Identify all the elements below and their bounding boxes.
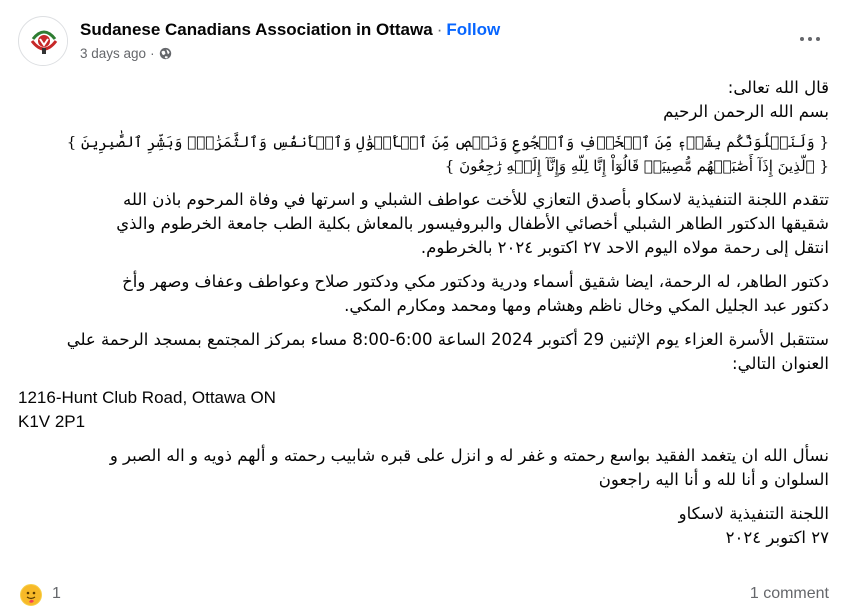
text-line: العنوان التالي:	[732, 354, 829, 373]
post-body	[18, 76, 829, 560]
text-line: شقيقها الدكتور الطاهر الشبلي أخصائي الأطفال والبروفيسور بالمعاش بكلية الطب جامعة الخرطوم والذي	[116, 214, 829, 233]
text-line: ٢٧ اكتوبر ٢٠٢٤	[725, 528, 829, 547]
text-line: ستتقبل الأسرة العزاء يوم الإثنين 29 أكتوبر 2024 الساعة 6:00-8:00 مساء بمركز المجتمع بمسجد الرحمة علي	[66, 330, 829, 349]
post-meta	[80, 46, 172, 61]
follow-button[interactable]: Follow	[446, 20, 501, 39]
post-paragraph-family	[18, 270, 829, 318]
globe-icon[interactable]	[159, 47, 172, 60]
page-name-link[interactable]: Sudanese Canadians Association in Ottawa	[80, 20, 433, 39]
post-paragraph-intro	[18, 76, 829, 124]
text-line: قال الله تعالى:	[727, 78, 829, 97]
post-address	[18, 386, 829, 434]
care-emoji-icon	[20, 584, 42, 606]
text-line: دكتور عبد الجليل المكي وخال ناظم وهشام ومها ومحمد ومكارم المكي.	[344, 296, 829, 315]
page-logo-icon	[19, 17, 68, 66]
post-header	[18, 14, 829, 70]
more-options-button[interactable]	[795, 24, 825, 54]
text-line: انتقل إلى رحمة مولاه اليوم الاحد ٢٧ اكتوبر ٢٠٢٤ بالخرطوم.	[420, 238, 829, 257]
text-line: { وَلَنَبۡلُوَنَّكُم بِشَيۡءٖ مِّنَ ٱلۡخَوۡفِ وَٱلۡجُوعِ وَنَقۡصٖ مِّنَ ٱلۡأَمۡوَٰلِ وَٱلۡأَنفُسِ وَٱلثَّمَرَٰتِۗ وَبَشِّرِ ٱلصَّٰبِرِينَ }	[66, 133, 829, 151]
text-line: نسأل الله ان يتغمد الفقيد بواسع رحمته و غفر له و انزل على قبره شابيب رحمته و ألهم ذويه و اله الصبر و	[109, 446, 829, 465]
page-avatar[interactable]	[18, 16, 68, 66]
post-footer	[18, 580, 829, 608]
name-separator: ·	[436, 20, 443, 39]
care-reaction-icon[interactable]	[18, 582, 44, 608]
text-line: السلوان و أنا لله و أنا اليه راجعون	[598, 470, 829, 489]
post-timestamp[interactable]: 3 days ago	[80, 46, 147, 61]
more-options-icon	[800, 37, 804, 41]
post-paragraph-condolence	[18, 188, 829, 260]
post-paragraph-event	[18, 328, 829, 376]
post-paragraph-prayer	[18, 444, 829, 492]
address-line: 1216-Hunt Club Road, Ottawa ON	[18, 388, 276, 407]
text-line: دكتور الطاهر، له الرحمة، ايضا شقيق أسماء ودرية ودكتور مكي ودكتور صلاح وعواطف وعفاف وصهر وأخ	[122, 272, 829, 291]
address-line: K1V 2P1	[18, 412, 86, 431]
post-signature	[18, 502, 829, 550]
quran-verse	[18, 130, 829, 178]
meta-separator: ·	[150, 46, 155, 61]
comment-count-link[interactable]: 1 comment	[749, 585, 829, 602]
text-line: بسم الله الرحمن الرحيم	[663, 102, 829, 121]
text-line: اللجنة التنفيذية لاسكاو	[678, 504, 829, 523]
reaction-count[interactable]: 1	[52, 585, 61, 602]
text-line: تتقدم اللجنة التنفيذية لاسكاو بأصدق التعازي للأخت عواطف الشبلي و اسرتها في وفاة المرحوم باذن الله	[123, 190, 829, 209]
page-name-line	[80, 20, 500, 40]
text-line: { ٱلَّذِينَ إِذَآ أَصَٰبَتۡهُم مُّصِيبَةٞ قَالُوٓاْ إِنَّا لِلَّهِ وَإِنَّآ إِلَيۡهِ رَٰجِعُونَ }	[444, 157, 829, 175]
